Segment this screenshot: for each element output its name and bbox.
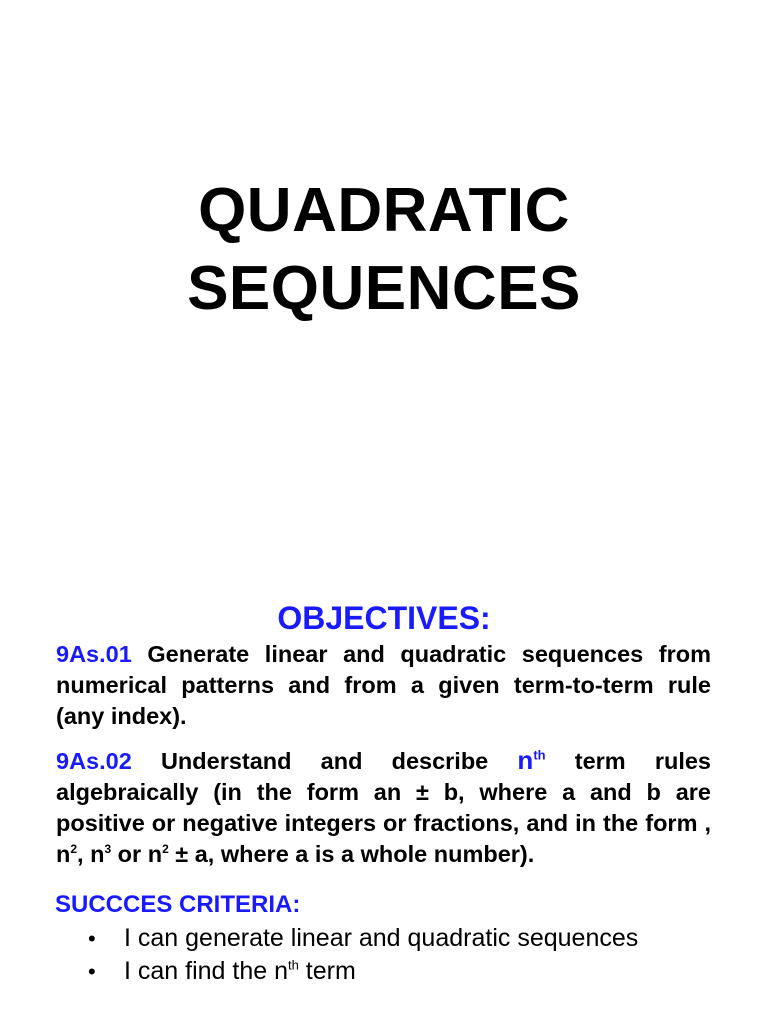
objective-text-2-mid2: , n — [77, 841, 105, 867]
objective-text-2-end: ± a, where a is a whole number). — [168, 841, 535, 867]
criteria-item-2 — [88, 955, 638, 988]
criteria-list — [88, 922, 638, 988]
objective-code-2: 9As.02 — [56, 748, 132, 774]
objective-code-1: 9As.01 — [56, 641, 132, 667]
criteria-text-2-end: term — [298, 957, 356, 985]
objective-item-1 — [56, 639, 711, 732]
title-line-1: QUADRATIC — [198, 176, 570, 245]
objective-text-2-mid3: or n — [111, 841, 163, 867]
objective-item-2 — [56, 745, 711, 870]
criteria-item-1 — [88, 922, 638, 955]
superscript-2: 3 — [104, 842, 112, 857]
criteria-text-2: I can find the n — [124, 957, 289, 985]
objective-text-2-mid: term rules algebraically (in the form an ± b, where a and b are positive or negative integers or fractions, and in the form , n — [56, 748, 712, 867]
bullet-icon: • — [88, 959, 96, 984]
criteria-heading: SUCCCES CRITERIA: — [55, 891, 301, 918]
criteria-superscript: th — [288, 957, 299, 973]
nth-label — [517, 745, 545, 775]
objectives-heading: OBJECTIVES: — [277, 600, 491, 636]
criteria-text-1: I can generate linear and quadratic sequences — [124, 924, 639, 952]
nth-n: n — [517, 745, 534, 775]
nth-superscript: th — [533, 747, 546, 763]
superscript-1: 2 — [70, 842, 78, 857]
objective-text-2-pre: Understand and describe — [160, 748, 489, 774]
bullet-icon: • — [88, 926, 96, 951]
page-title — [0, 172, 768, 328]
title-line-2: SEQUENCES — [187, 254, 581, 323]
superscript-3: 2 — [162, 842, 169, 857]
objective-text-1: Generate linear and quadratic sequences from numerical patterns and from a given term-to-term rule (any index). — [56, 641, 712, 729]
